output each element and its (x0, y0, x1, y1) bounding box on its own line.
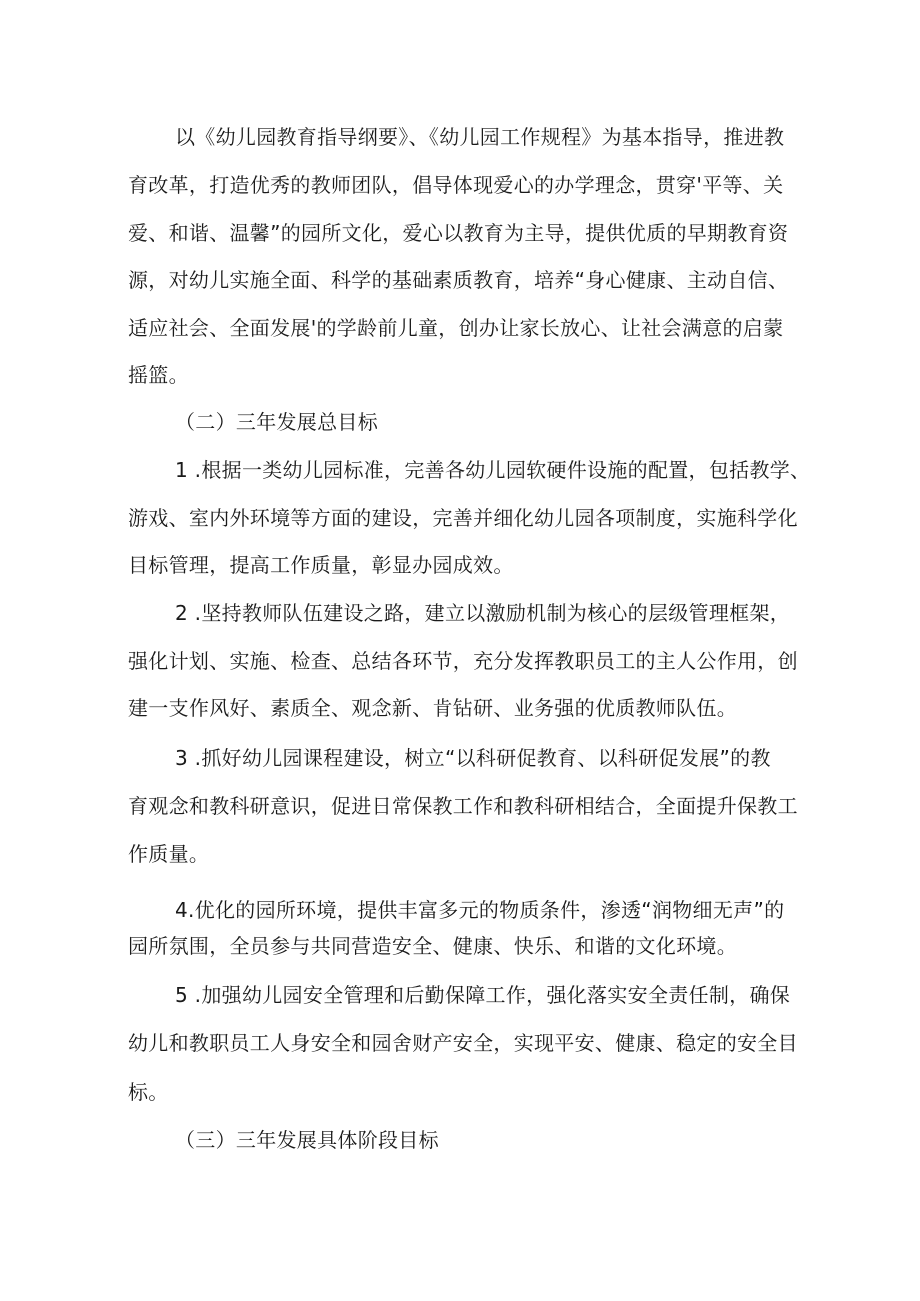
text-line: 爱、和谐、温馨”的园所文化，爱心以教育为主导，提供优质的早期教育资 (128, 221, 789, 245)
text-line: 源，对幼儿实施全面、科学的基础素质教育，培养“身心健康、主动自信、 (128, 268, 789, 292)
section-heading-3: （三）三年发展具体阶段目标 (175, 1128, 439, 1152)
text-line: 标。 (128, 1080, 169, 1104)
text-line: 4.优化的园所环境，提供丰富多元的物质条件，渗透“润物细无声”的 (175, 898, 785, 922)
text-line: 园所氛围，全员参与共同营造安全、健康、快乐、和谐的文化环境。 (128, 934, 737, 958)
text-line: 游戏、室内外环境等方面的建设，完善并细化幼儿园各项制度，实施科学化 (128, 506, 798, 530)
text-line: 5 .加强幼儿园安全管理和后勤保障工作，强化落实安全责任制，确保 (175, 983, 791, 1007)
text-line: 目标管理，提高工作质量，彰显办园成效。 (128, 553, 514, 577)
section-heading-2: （二）三年发展总目标 (175, 410, 378, 434)
text-line: 强化计划、实施、检查、总结各环节，充分发挥教职员工的主人公作用，创 (128, 649, 798, 673)
text-line: 适应社会、全面发展'的学龄前儿童，创办让家长放心、让社会满意的启蒙 (128, 316, 784, 340)
text-line: 以《幼儿园教育指导纲要》、《幼儿园工作规程》为基本指导，推进教 (175, 125, 785, 149)
text-line: 育观念和教科研意识，促进日常保教工作和教科研相结合，全面提升保教工 (128, 794, 798, 818)
text-line: 育改革，打造优秀的教师团队，倡导体现爱心的办学理念，贯穿'平等、关 (128, 173, 784, 197)
text-line: 作质量。 (128, 842, 210, 866)
text-line: 建一支作风好、素质全、观念新、肯钻研、业务强的优质教师队伍。 (128, 696, 737, 720)
text-line: 2 .坚持教师队伍建设之路，建立以激励机制为核心的层级管理框架， (175, 601, 791, 625)
text-line: 1 .根据一类幼儿园标准，完善各幼儿园软硬件设施的配置，包括教学、 (175, 458, 811, 482)
text-line: 幼儿和教职员工人身安全和园舍财产安全，实现平安、健康、稳定的安全目 (128, 1031, 798, 1055)
text-line: 摇篮。 (128, 363, 189, 387)
text-line: 3 .抓好幼儿园课程建设，树立“以科研促教育、以科研促发展”的教 (175, 746, 771, 770)
